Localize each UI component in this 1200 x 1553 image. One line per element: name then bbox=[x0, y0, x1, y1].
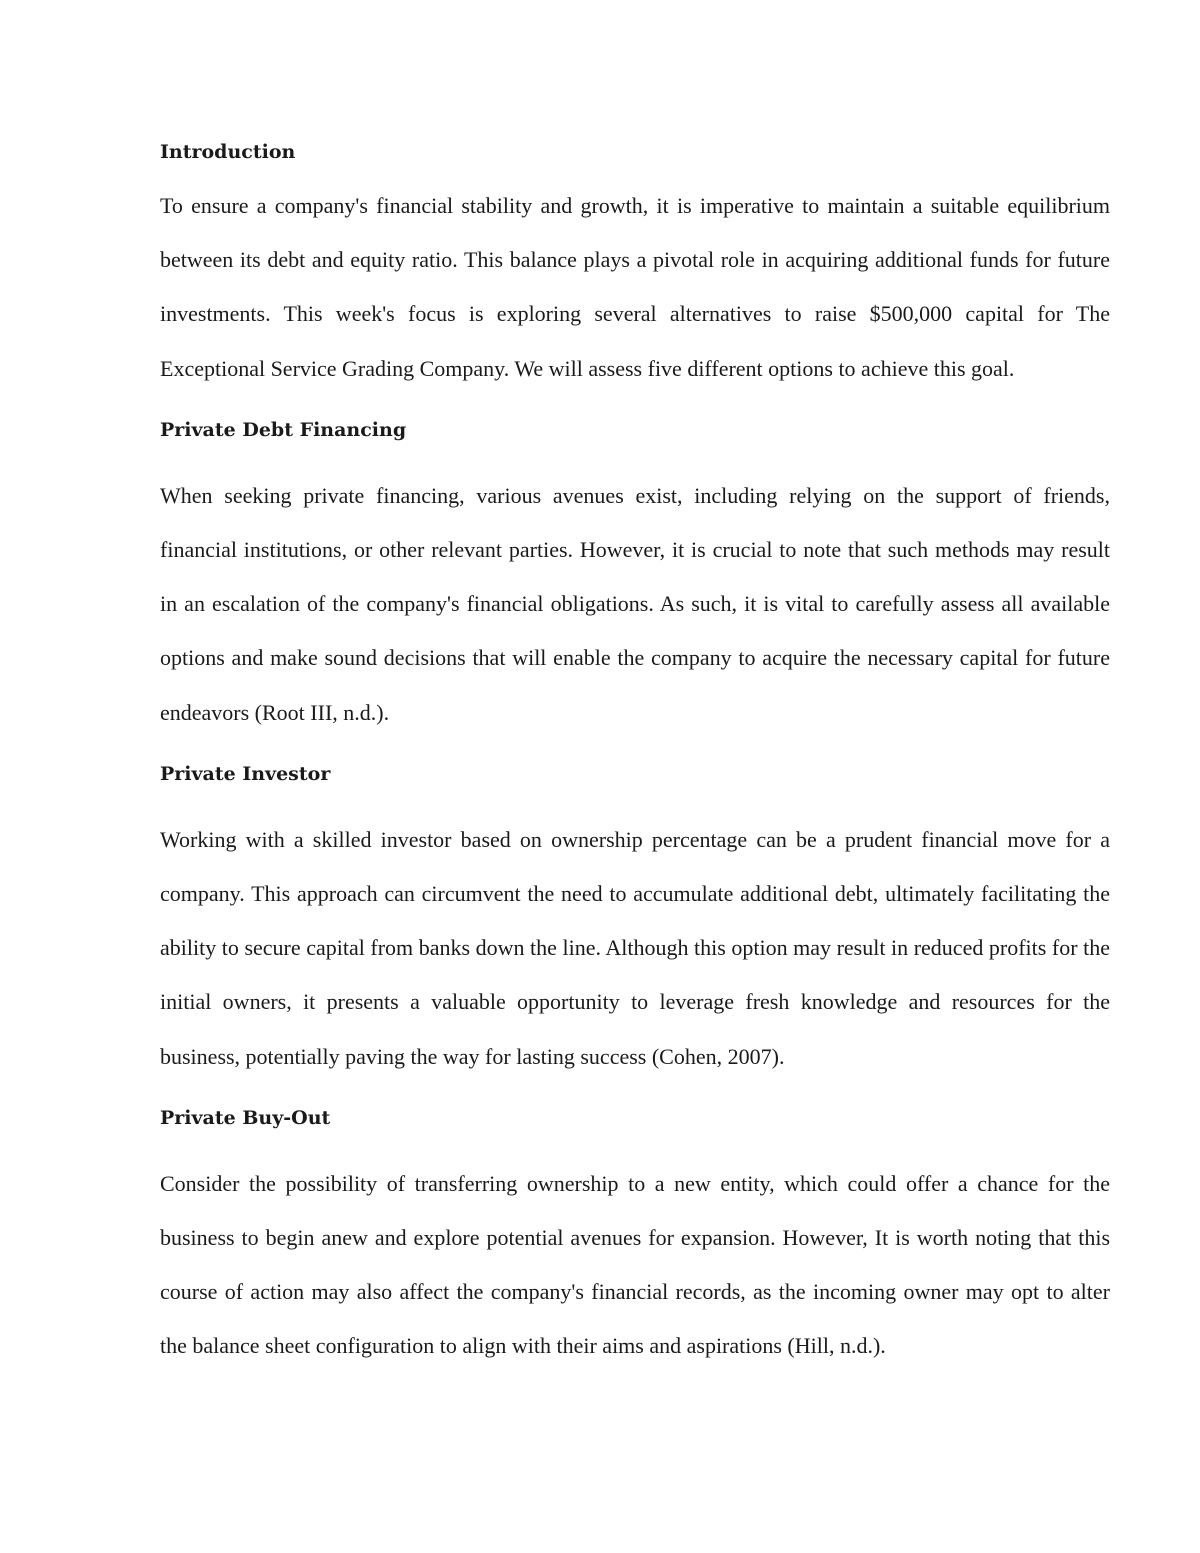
section-body-introduction: To ensure a company's financial stability and growth, it is imperative to maintain a suitable equilibrium between its debt and equity ratio. This balance plays a pivotal role in acquiring additional funds for future investments. This week's focus is exploring several alternatives to raise $500,000 capital for The Exceptional Service Grading Company. We will assess five different options to achieve this goal. bbox=[160, 193, 1110, 381]
section-heading-private-investor: Private Investor bbox=[160, 762, 331, 785]
section-introduction bbox=[160, 138, 1110, 396]
section-private-investor bbox=[160, 760, 1110, 1084]
section-body-private-buy-out: Consider the possibility of transferring ownership to a new entity, which could offer a chance for the business to begin anew and explore potential avenues for expansion. However, It is worth noting that this course of action may also affect the company's financial records, as the incoming owner may opt to alter the balance sheet configuration to align with their aims and aspirations (Hill, n.d.). bbox=[160, 1170, 1110, 1359]
section-heading-private-buy-out: Private Buy-Out bbox=[160, 1106, 331, 1129]
section-body-private-investor: Working with a skilled investor based on ownership percentage can be a prudent financial move for a company. This approach can circumvent the need to accumulate additional debt, ultimately facilitating the ability to secure capital from banks down the line. Although this option may result in reduced profits for the initial owners, it presents a valuable opportunity to leverage fresh knowledge and resources for the business, potentially paving the way for lasting success (Cohen, 2007). bbox=[160, 826, 1110, 1069]
section-body-private-debt-financing: When seeking private financing, various avenues exist, including relying on the support of friends, financial institutions, or other relevant parties. However, it is crucial to note that such methods may result in an escalation of the company's financial obligations. As such, it is vital to carefully assess all available options and make sound decisions that will enable the company to acquire the necessary capital for future endeavors (Root III, n.d.). bbox=[160, 482, 1110, 725]
section-heading-private-debt-financing: Private Debt Financing bbox=[160, 418, 407, 441]
section-heading-introduction: Introduction bbox=[160, 141, 296, 163]
section-private-debt-financing bbox=[160, 416, 1110, 740]
section-private-buy-out bbox=[160, 1104, 1110, 1374]
document-page bbox=[160, 138, 1110, 1374]
